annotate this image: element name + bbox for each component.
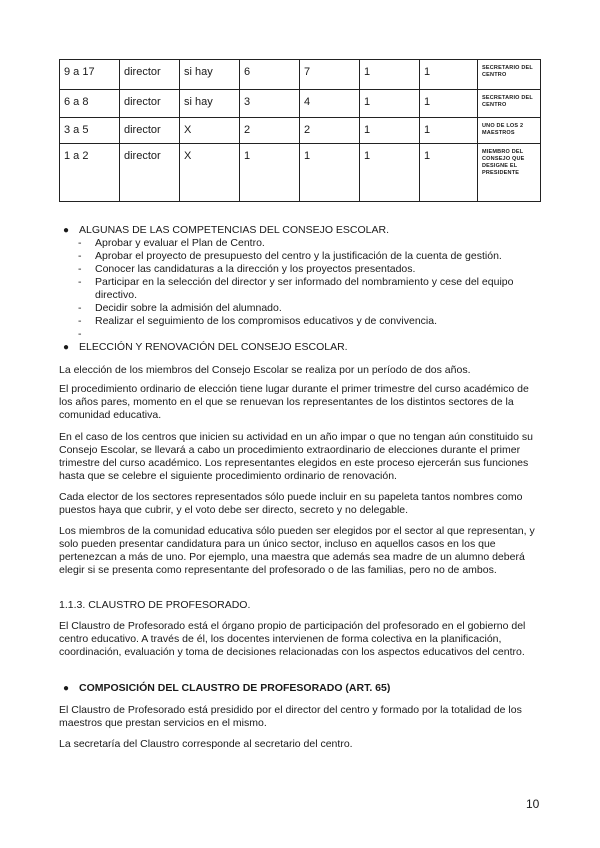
- paragraph: El procedimiento ordinario de elección tiene lugar durante el primer trimestre del curso académico de los años pares, momento en el que se renuevan los representantes de los distintos sectores de la comunidad educativa.: [59, 383, 529, 421]
- list-item: [78, 315, 541, 328]
- table-cell: 1: [360, 90, 420, 118]
- table-row: [60, 144, 541, 202]
- list-item-text: Participar en la selección del director y ser informado del nombramiento y cese del equipo directivo.: [95, 276, 514, 301]
- table-cell: si hay: [180, 60, 240, 90]
- table-cell: 4: [300, 90, 360, 118]
- table-cell: X: [180, 144, 240, 202]
- table-cell: si hay: [180, 90, 240, 118]
- table-cell: 2: [300, 118, 360, 144]
- dash-icon: -: [78, 250, 82, 262]
- table-cell: director: [120, 60, 180, 90]
- paragraph: El Claustro de Profesorado está presidido por el director del centro y formado por la totalidad de los maestros que prestan servicios en el mismo.: [59, 704, 522, 729]
- bullet-icon: ●: [63, 683, 70, 694]
- composicion-heading-text: COMPOSICIÓN DEL CLAUSTRO DE PROFESORADO (ART. 65): [79, 682, 391, 694]
- table-cell: 1: [240, 144, 300, 202]
- table-cell: 1: [300, 144, 360, 202]
- page-number: 10: [526, 797, 540, 811]
- list-item-text: Realizar el seguimiento de los compromisos educativos y de convivencia.: [95, 315, 437, 327]
- table-cell: 1: [420, 90, 478, 118]
- paragraph: Los miembros de la comunidad educativa sólo pueden ser elegidos por el sector al que representan, y solo pueden presentar candidatura para un único sector, incluso en aquellos casos en los que pertenezcan a más de uno. Por ejemplo, una maestra que además sea madre de un alumno deberá elegir si se presenta como representante del profesorado o de las familias, pero no de ambos.: [59, 525, 535, 576]
- list-item-text: Conocer las candidaturas a la dirección y los proyectos presentados.: [95, 263, 416, 275]
- table-cell: X: [180, 118, 240, 144]
- table-cell: director: [120, 90, 180, 118]
- table-cell: SECRETARIO DEL CENTRO: [478, 90, 541, 118]
- table-row: [60, 118, 541, 144]
- paragraph: La elección de los miembros del Consejo Escolar se realiza por un período de dos años.: [59, 364, 471, 376]
- list-item: [78, 250, 541, 263]
- list-item-text: Aprobar y evaluar el Plan de Centro.: [95, 237, 265, 249]
- paragraph: Cada elector de los sectores representados sólo puede incluir en su papeleta tantos nombres como puestos haya que cubrir, y el voto debe ser directo, secreto y no delegable.: [59, 491, 523, 516]
- table-cell: 1: [360, 60, 420, 90]
- table-cell: 3: [240, 90, 300, 118]
- table-row: [60, 90, 541, 118]
- table-cell: 1: [420, 144, 478, 202]
- eleccion-heading: [63, 341, 541, 354]
- dash-icon: -: [78, 263, 82, 275]
- table-cell: SECRETARIO DEL CENTRO: [478, 60, 541, 90]
- dash-icon: -: [78, 237, 82, 249]
- bullet-icon: ●: [63, 342, 70, 353]
- list-item-text: Decidir sobre la admisión del alumnado.: [95, 302, 282, 314]
- dash-icon: -: [78, 328, 82, 340]
- table-cell: 1: [360, 144, 420, 202]
- section-heading: 1.1.3. CLAUSTRO DE PROFESORADO.: [59, 599, 251, 611]
- list-item: [78, 276, 541, 302]
- list-item: [78, 302, 541, 315]
- list-item: [78, 263, 541, 276]
- table-cell: 1: [420, 60, 478, 90]
- dash-icon: -: [78, 276, 82, 288]
- table-cell: 1: [420, 118, 478, 144]
- table-cell: 1: [360, 118, 420, 144]
- table-cell: MIEMBRO DEL CONSEJO QUE DESIGNE EL PRESIDENTE: [478, 144, 541, 202]
- table-cell: 6: [240, 60, 300, 90]
- table-row: [60, 60, 541, 90]
- table-cell: director: [120, 118, 180, 144]
- table-cell: director: [120, 144, 180, 202]
- table-cell: 6 a 8: [60, 90, 120, 118]
- eleccion-heading-text: ELECCIÓN Y RENOVACIÓN DEL CONSEJO ESCOLAR.: [79, 341, 348, 353]
- competencias-heading: [63, 224, 541, 237]
- table-cell: 1 a 2: [60, 144, 120, 202]
- competencias-heading-text: ALGUNAS DE LAS COMPETENCIAS DEL CONSEJO ESCOLAR.: [79, 224, 390, 236]
- table-cell: 3 a 5: [60, 118, 120, 144]
- table-cell: 7: [300, 60, 360, 90]
- table-cell: 2: [240, 118, 300, 144]
- composicion-heading: [63, 682, 541, 695]
- dash-icon: -: [78, 302, 82, 314]
- paragraph: El Claustro de Profesorado está el órgano propio de participación del profesorado en el gobierno del centro educativo. A través de él, los docentes intervienen de forma colectiva en la planificación, coordinación, evaluación y toma de decisiones relacionadas con los aspectos educativos del centro.: [59, 620, 526, 658]
- composition-table: [59, 59, 541, 202]
- paragraph: La secretaría del Claustro corresponde al secretario del centro.: [59, 738, 353, 750]
- table-cell: UNO DE LOS 2 MAESTROS: [478, 118, 541, 144]
- bullet-icon: ●: [63, 225, 70, 236]
- paragraph: En el caso de los centros que inicien su actividad en un año impar o que no tengan aún constituido su Consejo Escolar, se llevará a cabo un procedimiento extraordinario de elecciones durante el primer trimestre del curso académico. Los representantes elegidos en este proceso ejercerán sus funciones hasta que se celebre el siguiente procedimiento ordinario de renovación.: [59, 431, 533, 482]
- dash-icon: -: [78, 315, 82, 327]
- list-item-text: Aprobar el proyecto de presupuesto del centro y la justificación de la cuenta de gestión.: [95, 250, 502, 262]
- list-item: [78, 237, 541, 250]
- table-cell: 9 a 17: [60, 60, 120, 90]
